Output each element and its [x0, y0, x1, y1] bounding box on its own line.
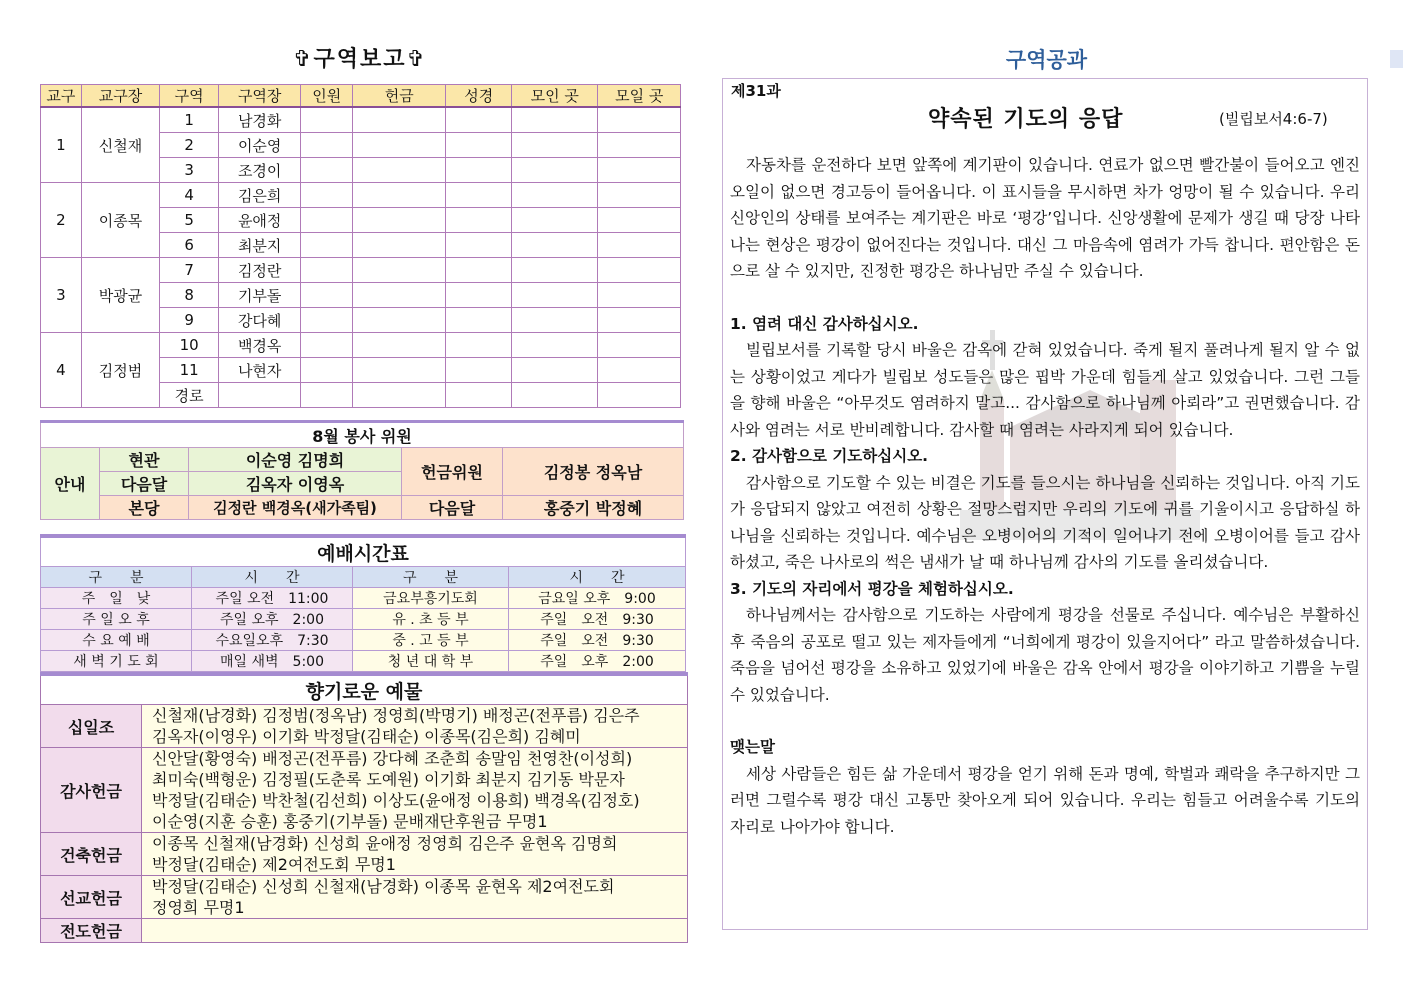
empty-input-cell	[598, 308, 681, 333]
empty-input-cell	[353, 133, 446, 158]
scripture-reference: (빌립보서4:6-7)	[1219, 110, 1328, 128]
district-number-cell: 2	[160, 133, 219, 158]
worship-header: 구 분	[353, 567, 509, 588]
empty-input-cell	[598, 158, 681, 183]
worship-row	[41, 609, 686, 630]
empty-input-cell	[512, 183, 598, 208]
empty-input-cell	[301, 183, 353, 208]
worship-cell: 유 . 초 등 부	[353, 609, 509, 630]
empty-input-cell	[512, 158, 598, 183]
worship-cell: 수요일오후 7:30	[192, 630, 353, 651]
corner-marker	[1390, 50, 1403, 68]
empty-input-cell	[353, 358, 446, 383]
empty-input-cell	[512, 233, 598, 258]
offering-donor-line: 김옥자(이영우) 이기화 박정달(김태순) 이종목(김은희) 김혜미	[152, 727, 581, 746]
worship-cell: 중 . 고 등 부	[353, 630, 509, 651]
district-number-cell: 5	[160, 208, 219, 233]
district-row	[41, 107, 681, 133]
district-leader-cell	[218, 383, 300, 408]
worship-schedule-table	[40, 534, 686, 672]
header-district: 구역	[160, 85, 219, 108]
empty-input-cell	[353, 333, 446, 358]
offering-next-names: 홍중기 박정혜	[503, 496, 684, 520]
district-number-cell: 11	[160, 358, 219, 383]
empty-input-cell	[353, 158, 446, 183]
worship-row	[41, 588, 686, 609]
district-number-cell: 6	[160, 233, 219, 258]
offering-donors	[142, 833, 688, 876]
offering-donor-line: 이종목 신철재(남경화) 신성희 윤애정 정영희 김은주 윤현옥 김명희	[152, 834, 618, 853]
empty-input-cell	[446, 133, 512, 158]
offerings-title: 향기로운 예물	[41, 674, 688, 705]
offering-donor-line: 최미숙(백형운) 김정필(도춘록 도예원) 이기화 최분지 김기동 박문자	[152, 770, 625, 789]
offering-donor-line: 정영희 무명1	[152, 898, 245, 917]
gyogu-cell: 2	[41, 183, 82, 258]
offering-row	[41, 919, 688, 943]
district-row	[41, 333, 681, 358]
empty-input-cell	[598, 183, 681, 208]
empty-input-cell	[512, 333, 598, 358]
header-gyogu-leader: 교구장	[81, 85, 159, 108]
empty-input-cell	[353, 233, 446, 258]
offering-donor-line: 이순영(지훈 승훈) 홍중기(기부돌) 문배재단후원금 무명1	[152, 812, 548, 831]
offering-category: 십일조	[41, 705, 142, 748]
empty-input-cell	[446, 208, 512, 233]
bondang-names: 김정란 백경옥(새가족팀)	[189, 496, 402, 520]
district-report-table	[40, 84, 681, 408]
district-number-cell: 10	[160, 333, 219, 358]
district-leader-cell: 남경화	[218, 107, 300, 133]
empty-input-cell	[446, 158, 512, 183]
empty-input-cell	[446, 233, 512, 258]
section-2-heading: 2. 감사함으로 기도하십시오.	[730, 447, 929, 465]
service-committee-table	[40, 420, 684, 520]
worship-row	[41, 630, 686, 651]
worship-header: 시 간	[192, 567, 353, 588]
offering-row	[41, 748, 688, 833]
worship-header-row	[41, 567, 686, 588]
offering-donor-line	[152, 920, 677, 941]
district-leader-cell: 강다혜	[218, 308, 300, 333]
header-met-place: 모인 곳	[512, 85, 598, 108]
worship-cell: 주 일 오 후	[41, 609, 192, 630]
gyogu-leader-cell: 신철재	[81, 107, 159, 183]
empty-input-cell	[353, 258, 446, 283]
empty-input-cell	[301, 358, 353, 383]
gyogu-leader-cell: 박광균	[81, 258, 159, 333]
gyogu-cell: 4	[41, 333, 82, 408]
empty-input-cell	[446, 183, 512, 208]
offering-donor-line: 박정달(김태순) 박찬철(김선희) 이상도(윤애정 이용희) 백경옥(김정호)	[152, 791, 640, 810]
header-attendance: 인원	[301, 85, 353, 108]
empty-input-cell	[512, 283, 598, 308]
offerings-table	[40, 672, 688, 943]
worship-header: 구 분	[41, 567, 192, 588]
intro-paragraph: 자동차를 운전하다 보면 앞쪽에 계기판이 있습니다. 연료가 없으면 빨간불이 들어오고 엔진 오일이 없으면 경고등이 들어옵니다. 이 표시들을 무시하면 차가 엉망이 될 수 있습니다. 우리 신앙인의 상태를 보여주는 계기판은 바로 ‘평강’입니다. 신앙생활에 문제가 생길 때 당장 나타나는 현상은 평강이 없어진다는 것입니다. 대신 그 마음속에 염려가 가득 찹니다. 편안함은 돈으로 살 수 있지만, 진정한 평강은 하나님만 주실 수 있습니다.	[730, 156, 1360, 280]
worship-cell: 주일 오후 2:00	[509, 651, 686, 672]
empty-input-cell	[446, 258, 512, 283]
empty-input-cell	[301, 283, 353, 308]
offering-next-label: 다음달	[402, 496, 503, 520]
empty-input-cell	[353, 183, 446, 208]
district-leader-cell: 조경이	[218, 158, 300, 183]
empty-input-cell	[301, 333, 353, 358]
empty-input-cell	[446, 308, 512, 333]
bondang-label: 본당	[100, 496, 189, 520]
section-2-paragraph: 감사함으로 기도할 수 있는 비결은 기도를 들으시는 하나님을 신뢰하는 것입니다. 아직 기도가 응답되지 않았고 여전히 상황은 절망스럽지만 우리의 기도에 귀를 기울이시고 응답하실 하나님을 신뢰하는 것입니다. 예수님은 오병이어의 기적이 일어나기 전에 오병이어를 들고 감사하셨고, 죽은 나사로의 썩은 냄새가 날 때 하나님께 감사의 기도를 올리셨습니다.	[730, 473, 1360, 571]
empty-input-cell	[598, 283, 681, 308]
lesson-body	[730, 152, 1360, 840]
gyogu-cell: 1	[41, 107, 82, 183]
worship-header: 시 간	[509, 567, 686, 588]
empty-input-cell	[446, 333, 512, 358]
offering-donors	[142, 876, 688, 919]
offering-category: 건축헌금	[41, 833, 142, 876]
district-report-title: ✞구역보고✞	[293, 47, 427, 72]
offering-committee-label: 헌금위원	[402, 448, 503, 496]
gyogu-leader-cell: 김정범	[81, 333, 159, 408]
empty-input-cell	[446, 383, 512, 408]
offering-category: 감사헌금	[41, 748, 142, 833]
header-district-leader: 구역장	[218, 85, 300, 108]
empty-input-cell	[301, 208, 353, 233]
district-leader-cell: 이순영	[218, 133, 300, 158]
worship-cell: 주일 오전 9:30	[509, 609, 686, 630]
closing-paragraph: 세상 사람들은 힘든 삶 가운데서 평강을 얻기 위해 돈과 명예, 학벌과 쾌락을 추구하지만 그러면 그럴수록 평강 대신 고통만 찾아오게 되어 있습니다. 우리는 힘들고 어려울수록 기도의 자리로 나아가야 합니다.	[730, 764, 1360, 836]
empty-input-cell	[353, 283, 446, 308]
empty-input-cell	[301, 233, 353, 258]
empty-input-cell	[598, 133, 681, 158]
district-row	[41, 258, 681, 283]
district-leader-cell: 윤애정	[218, 208, 300, 233]
section-3-paragraph: 하나님께서는 감사함으로 기도하는 사람에게 평강을 선물로 주십니다. 예수님은 부활하신 후 죽음의 공포로 떨고 있는 제자들에게 “너희에게 평강이 있을지어다” 라고 말씀하셨습니다. 죽음을 넘어선 평강을 소유하고 있었기에 바울은 감옥 안에서 평강을 이야기하고 기쁨을 누릴 수 있었습니다.	[730, 606, 1360, 704]
section-1-heading: 1. 염려 대신 감사하십시오.	[730, 314, 919, 333]
worship-cell: 청 년 대 학 부	[353, 651, 509, 672]
district-number-cell: 1	[160, 107, 219, 133]
empty-input-cell	[353, 208, 446, 233]
district-leader-cell: 기부돌	[218, 283, 300, 308]
district-leader-cell: 김정란	[218, 258, 300, 283]
worship-cell: 주일 오전 11:00	[192, 588, 353, 609]
worship-cell: 주일 오후 2:00	[192, 609, 353, 630]
next-month-names: 김옥자 이영옥	[189, 472, 402, 496]
empty-input-cell	[353, 107, 446, 133]
offering-category: 선교헌금	[41, 876, 142, 919]
offering-donor-line: 박정달(김태순) 제2여전도회 무명1	[152, 855, 396, 874]
district-number-cell: 3	[160, 158, 219, 183]
district-number-cell: 경로	[160, 383, 219, 408]
district-number-cell: 8	[160, 283, 219, 308]
offering-donor-line: 박정달(김태순) 신성희 신철재(남경화) 이종목 윤현옥 제2여전도회	[152, 877, 615, 896]
worship-cell: 새 벽 기 도 회	[41, 651, 192, 672]
empty-input-cell	[598, 208, 681, 233]
offering-row	[41, 705, 688, 748]
empty-input-cell	[301, 133, 353, 158]
hyeongwan-label: 현관	[100, 448, 189, 472]
empty-input-cell	[512, 107, 598, 133]
district-leader-cell: 나현자	[218, 358, 300, 383]
offering-donors	[142, 705, 688, 748]
empty-input-cell	[301, 107, 353, 133]
header-next-place: 모일 곳	[598, 85, 681, 108]
empty-input-cell	[301, 258, 353, 283]
annae-label: 안내	[41, 448, 100, 520]
gyogu-cell: 3	[41, 258, 82, 333]
district-leader-cell: 김은희	[218, 183, 300, 208]
worship-cell: 주일 오전 9:30	[509, 630, 686, 651]
header-gyogu: 교구	[41, 85, 82, 108]
worship-cell: 주 일 낮	[41, 588, 192, 609]
empty-input-cell	[512, 358, 598, 383]
district-number-cell: 4	[160, 183, 219, 208]
hyeongwan-names: 이순영 김명희	[189, 448, 402, 472]
worship-row	[41, 651, 686, 672]
empty-input-cell	[512, 208, 598, 233]
header-bible: 성경	[446, 85, 512, 108]
header-offering: 헌금	[353, 85, 446, 108]
empty-input-cell	[446, 358, 512, 383]
section-1-paragraph: 빌립보서를 기록할 당시 바울은 감옥에 갇혀 있었습니다. 죽게 될지 풀려나게 될지 알 수 없는 상황이었고 게다가 빌립보 성도들은 많은 핍박 가운데 힘들게 살고 있었습니다. 그런 그들을 향해 바울은 “아무것도 염려하지 말고... 감사함으로 하나님께 아뢰라”고 권면했습니다. 감사와 염려는 서로 반비례합니다. 감사할 때 염려는 사라지게 되어 있습니다.	[730, 341, 1360, 439]
offering-row	[41, 833, 688, 876]
district-row	[41, 183, 681, 208]
offering-row	[41, 876, 688, 919]
offering-donor-line: 신안달(황영숙) 배정곤(전푸름) 강다혜 조춘희 송말임 천영찬(이성희)	[152, 749, 633, 768]
worship-title: 예배시간표	[41, 536, 686, 567]
district-number-cell: 7	[160, 258, 219, 283]
empty-input-cell	[512, 133, 598, 158]
empty-input-cell	[512, 258, 598, 283]
section-3-heading: 3. 기도의 자리에서 평강을 체험하십시오.	[730, 579, 1014, 598]
worship-cell: 수 요 예 배	[41, 630, 192, 651]
district-number-cell: 9	[160, 308, 219, 333]
empty-input-cell	[598, 258, 681, 283]
empty-input-cell	[301, 308, 353, 333]
gyogu-leader-cell: 이종목	[81, 183, 159, 258]
offering-category: 전도헌금	[41, 919, 142, 943]
empty-input-cell	[512, 308, 598, 333]
lesson-number: 제31과	[731, 82, 781, 100]
empty-input-cell	[301, 383, 353, 408]
offering-donors	[142, 919, 688, 943]
offering-committee-names: 김정봉 정옥남	[503, 448, 684, 496]
lesson-title: 약속된 기도의 응답	[928, 107, 1124, 132]
service-title: 8월 봉사 위원	[41, 422, 684, 448]
worship-cell: 금요일 오후 9:00	[509, 588, 686, 609]
empty-input-cell	[598, 358, 681, 383]
empty-input-cell	[446, 283, 512, 308]
empty-input-cell	[446, 107, 512, 133]
empty-input-cell	[353, 383, 446, 408]
empty-input-cell	[598, 383, 681, 408]
district-table-header	[41, 85, 681, 108]
empty-input-cell	[598, 233, 681, 258]
empty-input-cell	[598, 333, 681, 358]
offering-donors	[142, 748, 688, 833]
worship-cell: 매일 새벽 5:00	[192, 651, 353, 672]
district-leader-cell: 백경옥	[218, 333, 300, 358]
worship-cell: 금요부흥기도회	[353, 588, 509, 609]
lesson-section-title: 구역공과	[1005, 48, 1088, 72]
empty-input-cell	[301, 158, 353, 183]
next-month-label: 다음달	[100, 472, 189, 496]
closing-heading: 맺는말	[730, 738, 775, 756]
offering-donor-line: 신철재(남경화) 김정범(정옥남) 정영희(박명기) 배정곤(전푸름) 김은주	[152, 706, 640, 725]
empty-input-cell	[353, 308, 446, 333]
empty-input-cell	[512, 383, 598, 408]
empty-input-cell	[598, 107, 681, 133]
district-leader-cell: 최분지	[218, 233, 300, 258]
